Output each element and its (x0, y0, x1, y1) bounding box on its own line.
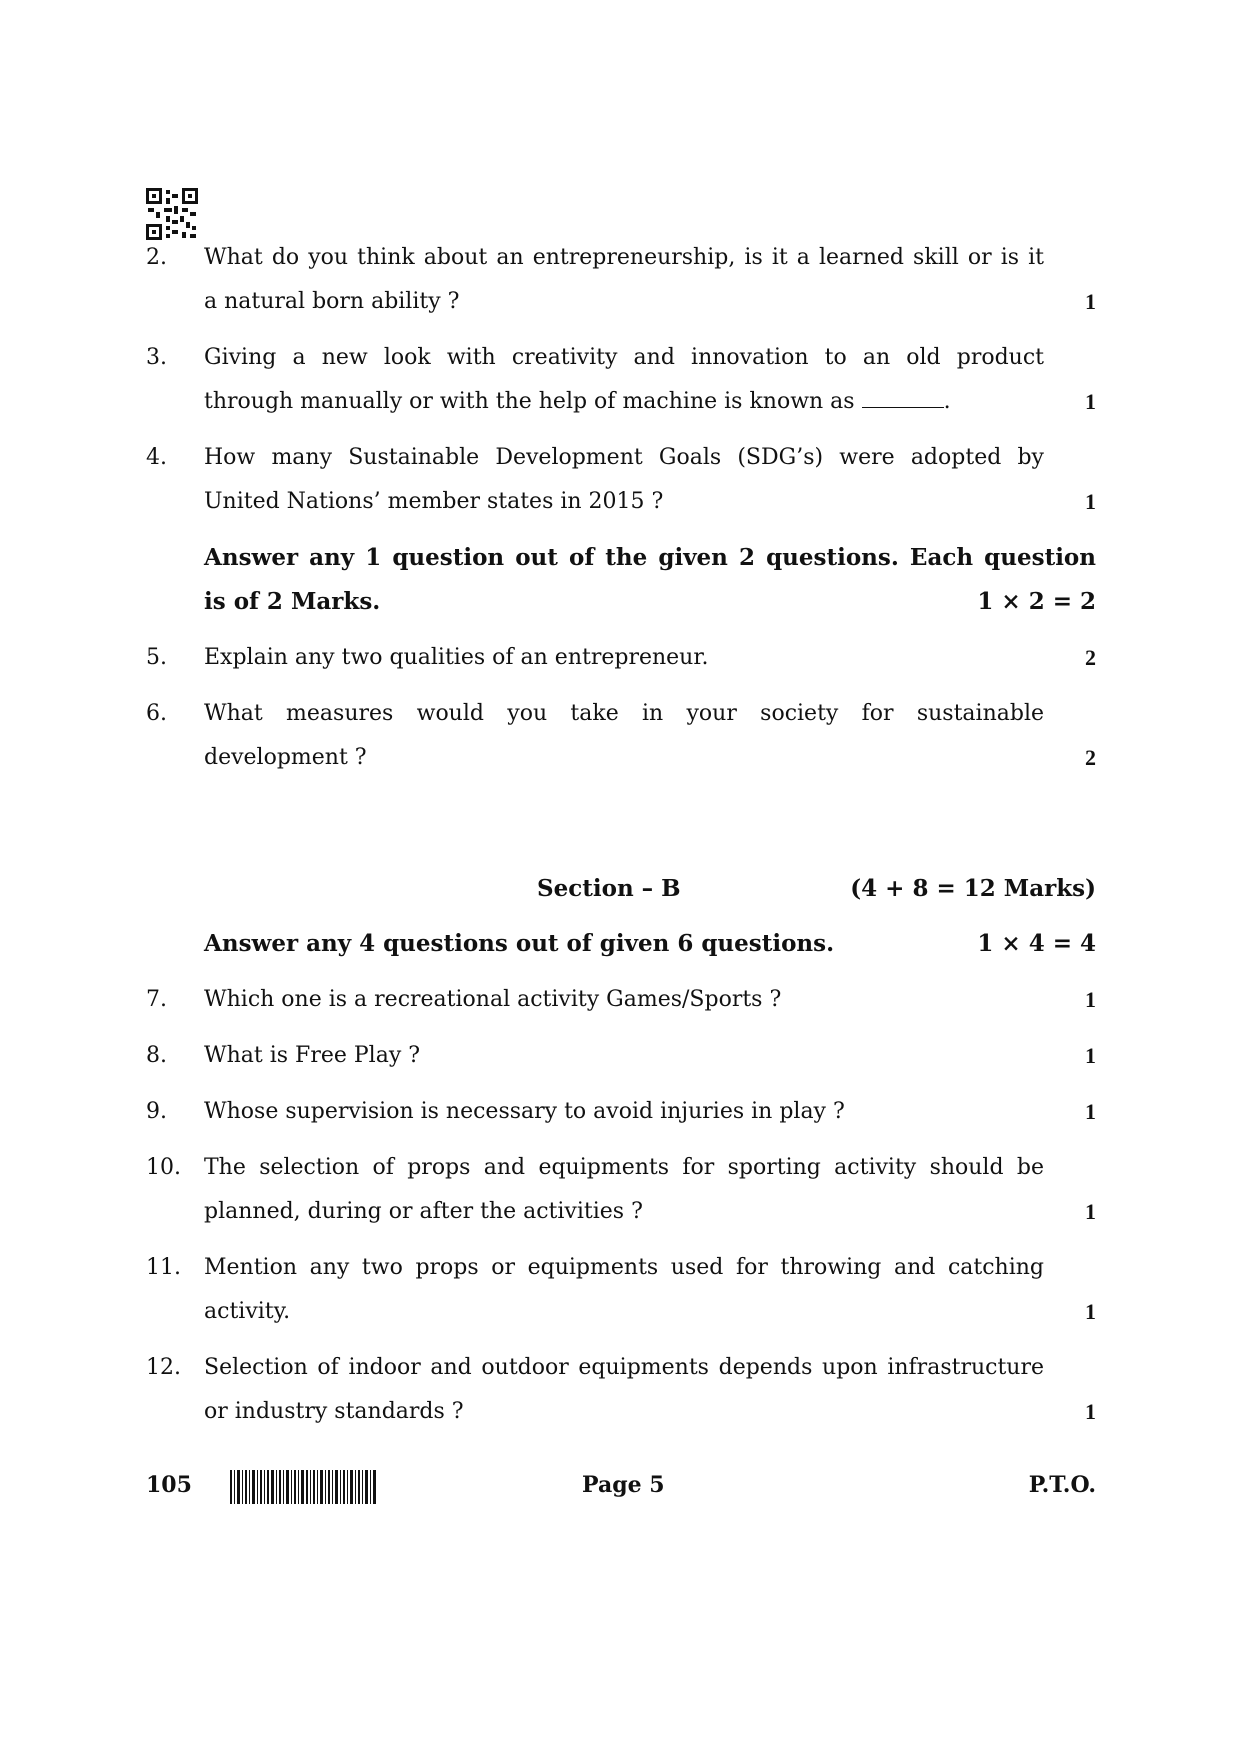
question-text: activity. (204, 1299, 291, 1324)
answer-blank (862, 389, 944, 408)
question-mark: 1 (1085, 489, 1096, 514)
question-number: 6. (146, 701, 167, 726)
question-number: 2. (146, 245, 167, 270)
instruction-section-b (204, 922, 1096, 966)
question-text: How many Sustainable Development Goals (SDG’s) were adopted by (204, 445, 1044, 470)
question-mark: 1 (1085, 1399, 1096, 1424)
question-text: What measures would you take in your society for sustainable (204, 701, 1044, 726)
question-text: What do you think about an entrepreneurship, is it a learned skill or is it (204, 245, 1044, 270)
question-number: 7. (146, 987, 167, 1012)
question-mark: 1 (1085, 389, 1096, 414)
question-text: through manually or with the help of machine is known as (204, 389, 855, 414)
question-2 (146, 236, 1096, 324)
question-text: Mention any two props or equipments used for throwing and catching (204, 1255, 1044, 1280)
question-5 (146, 636, 1096, 680)
question-mark: 1 (1085, 1299, 1096, 1324)
question-number: 8. (146, 1043, 167, 1068)
question-mark: 1 (1085, 289, 1096, 314)
question-mark: 2 (1085, 645, 1096, 670)
instruction-marks: 1 × 4 = 4 (977, 930, 1096, 957)
question-number: 12. (146, 1355, 181, 1380)
question-8 (146, 1034, 1096, 1078)
instruction-section-a (204, 536, 1096, 624)
pto-label: P.T.O. (1028, 1472, 1096, 1498)
question-number: 5. (146, 645, 167, 670)
question-text: a natural born ability ? (204, 289, 460, 314)
qr-code-icon (146, 188, 198, 240)
question-text: Whose supervision is necessary to avoid injuries in play ? (204, 1099, 845, 1124)
question-text: Selection of indoor and outdoor equipments depends upon infrastructure (204, 1355, 1044, 1380)
question-12 (146, 1346, 1096, 1434)
question-mark: 1 (1085, 1043, 1096, 1068)
question-text: What is Free Play ? (204, 1043, 421, 1068)
section-marks: (4 + 8 = 12 Marks) (850, 875, 1096, 902)
question-text: planned, during or after the activities ? (204, 1199, 643, 1224)
question-9 (146, 1090, 1096, 1134)
instruction-marks: 1 × 2 = 2 (977, 588, 1096, 615)
question-text: The selection of props and equipments for sporting activity should be (204, 1155, 1044, 1180)
paper-code: 105 (146, 1472, 192, 1498)
question-mark: 1 (1085, 987, 1096, 1012)
question-11 (146, 1246, 1096, 1334)
question-7 (146, 978, 1096, 1022)
question-10 (146, 1146, 1096, 1234)
question-text: development ? (204, 745, 367, 770)
question-number: 11. (146, 1255, 181, 1280)
instruction-text: Answer any 1 question out of the given 2 questions. Each question (204, 544, 1096, 571)
section-title: Section – B (537, 875, 681, 902)
question-number: 9. (146, 1099, 167, 1124)
question-3 (146, 336, 1096, 424)
question-number: 4. (146, 445, 167, 470)
question-number: 10. (146, 1155, 181, 1180)
question-text: United Nations’ member states in 2015 ? (204, 489, 664, 514)
page-number: Page 5 (582, 1472, 665, 1498)
question-suffix: . (943, 389, 951, 414)
question-text: Which one is a recreational activity Games/Sports ? (204, 987, 782, 1012)
question-4 (146, 436, 1096, 524)
barcode-icon (230, 1470, 376, 1504)
question-6 (146, 692, 1096, 780)
question-text: Giving a new look with creativity and innovation to an old product (204, 345, 1044, 370)
question-mark: 1 (1085, 1199, 1096, 1224)
question-number: 3. (146, 345, 167, 370)
question-text: Explain any two qualities of an entrepreneur. (204, 645, 709, 670)
instruction-text: is of 2 Marks. (204, 588, 381, 615)
question-mark: 1 (1085, 1099, 1096, 1124)
instruction-text: Answer any 4 questions out of given 6 questions. (204, 930, 835, 957)
question-text: or industry standards ? (204, 1399, 464, 1424)
question-mark: 2 (1085, 745, 1096, 770)
